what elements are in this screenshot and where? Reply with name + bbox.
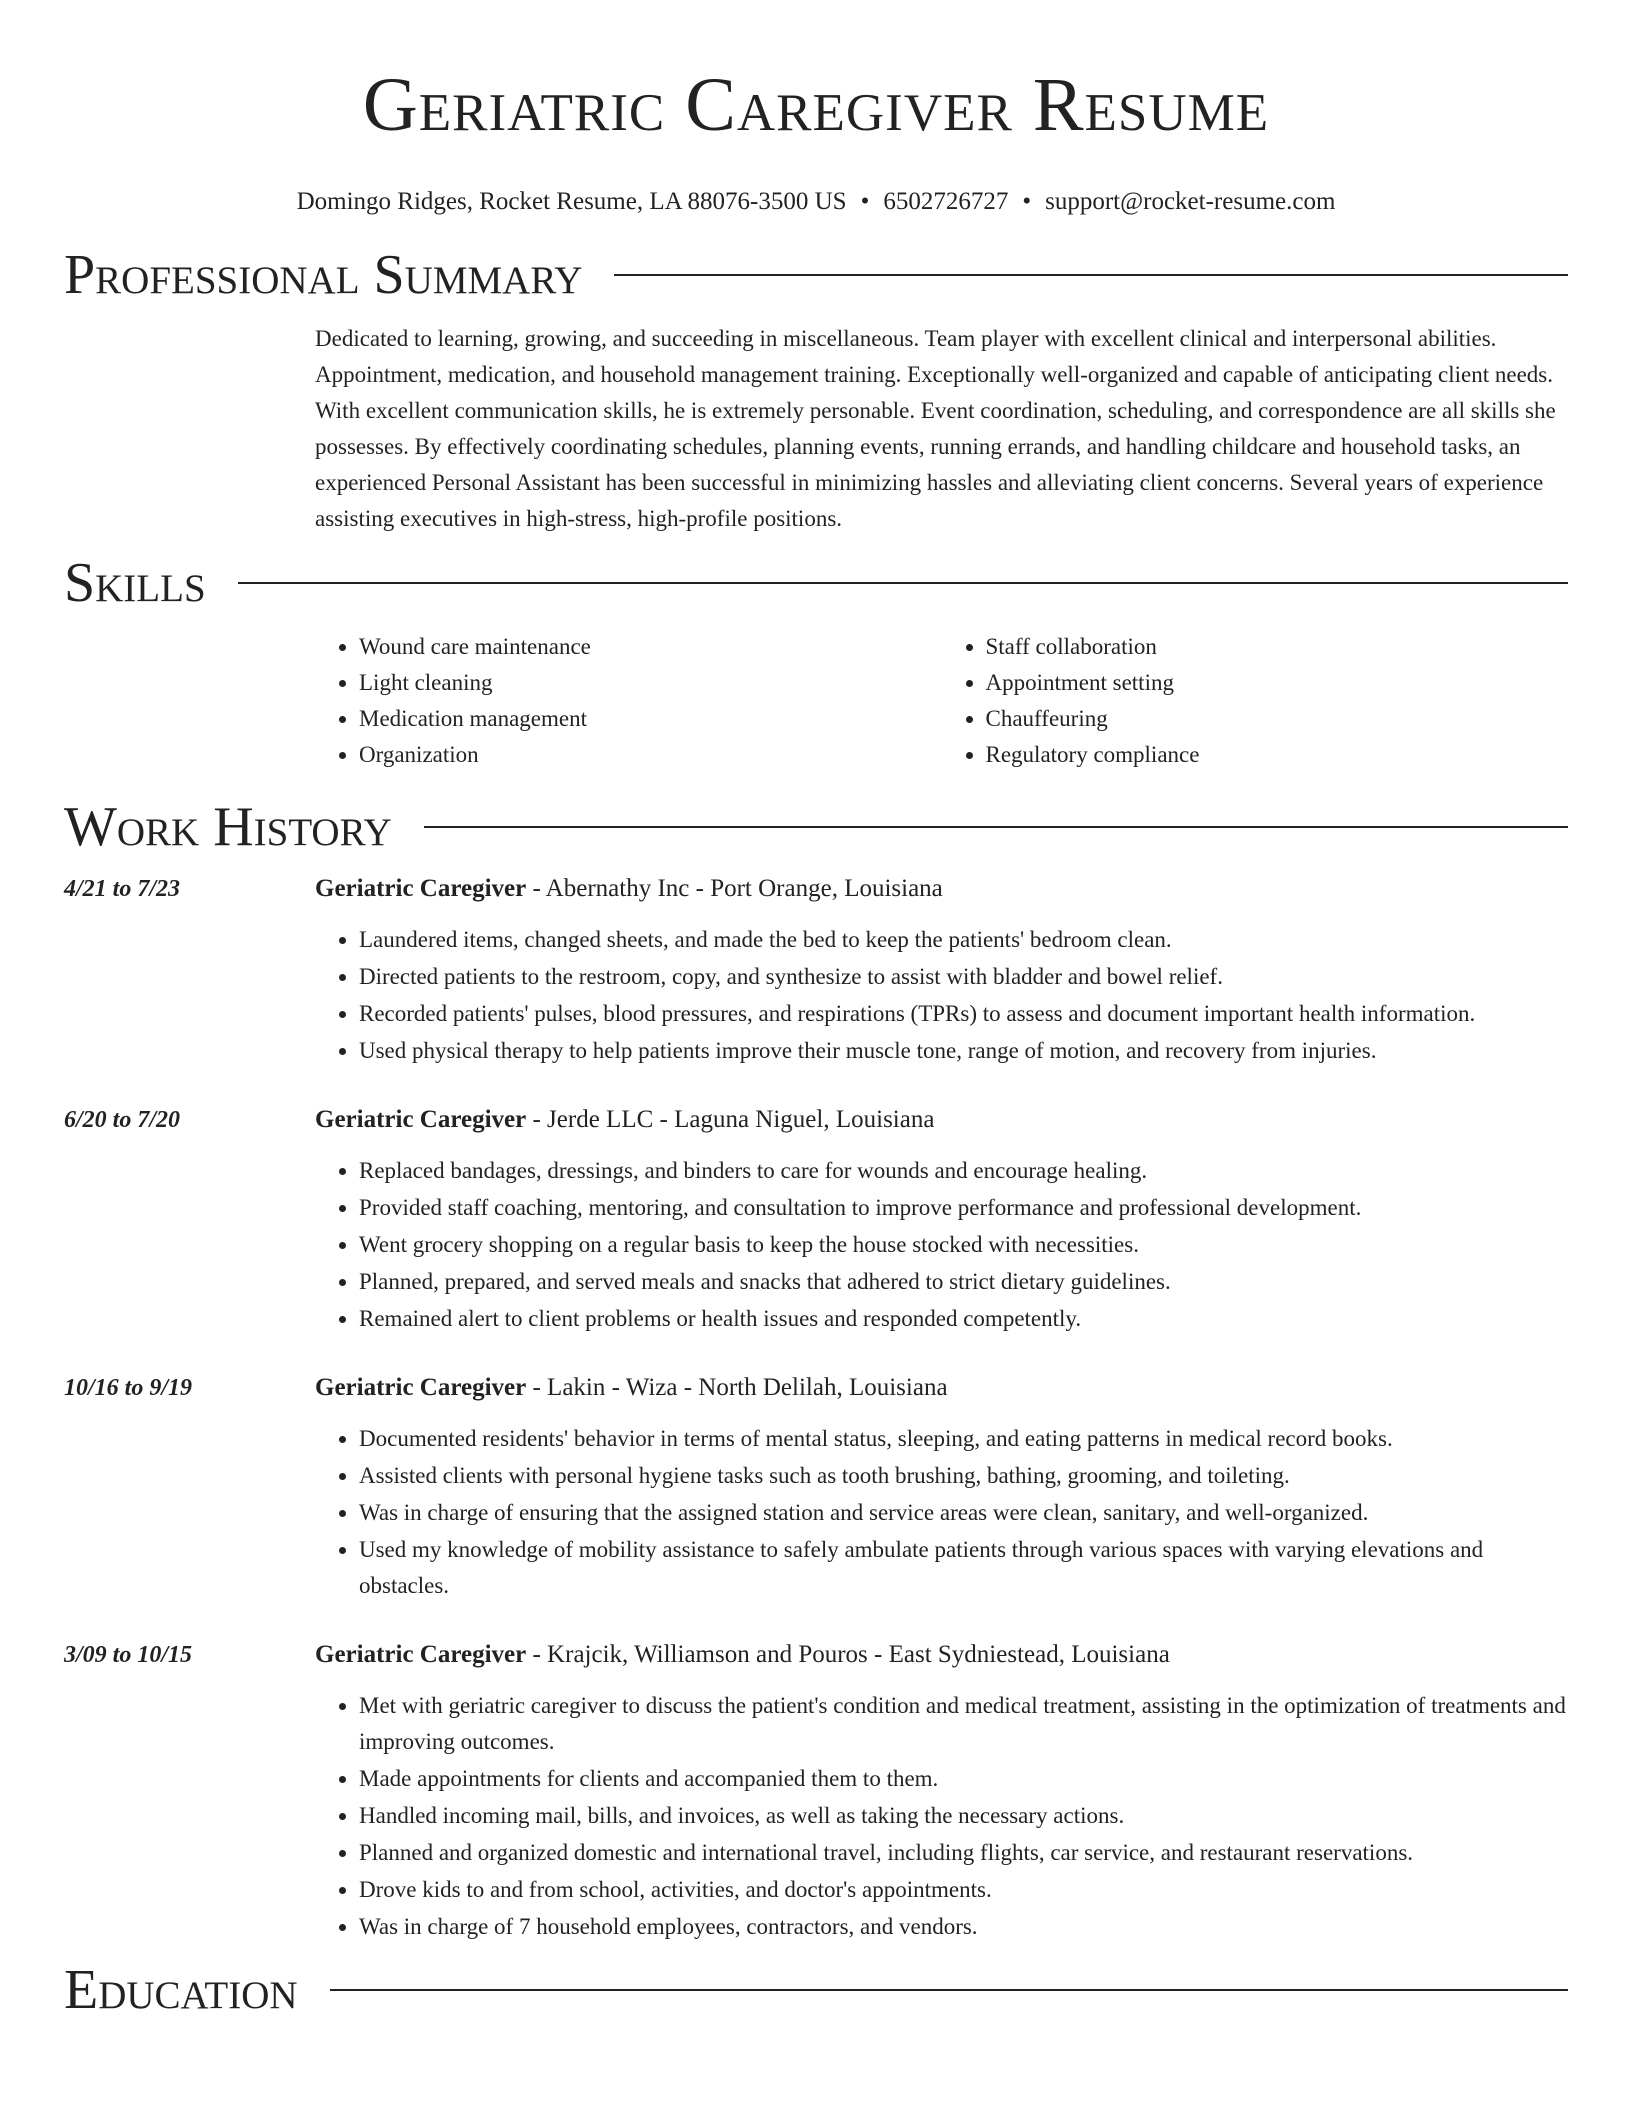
summary-text: Dedicated to learning, growing, and succeeding in miscellaneous. Team player with excellent clinical and interpersonal abilities. Appointment, medication, and household management training. Exceptionally well-organized and capable of anticipating client needs. With excellent communication skills, he is extremely personable. Event coordination, scheduling, and correspondence are all skills she possesses. By effectively coordinating schedules, planning events, running errands, and handling childcare and household tasks, an experienced Personal Assistant has been successful in minimizing hassles and alleviating client concerns. Several years of experience assisting executives in high-stress, high-profile positions. [315, 326, 1556, 531]
job-bullet: • Used my knowledge of mobility assistance to safely ambulate patients through various spaces with varying elevations and obstacles. [359, 1532, 1568, 1604]
contact-line [64, 186, 1568, 218]
job-bullet: • Laundered items, changed sheets, and made the bed to keep the patients' bedroom clean. [359, 922, 1568, 958]
job-header [315, 1102, 1568, 1138]
job-bullet: • Documented residents' behavior in terms of mental status, sleeping, and eating patterns in medical record books. [359, 1421, 1568, 1457]
contact-address: Domingo Ridges, Rocket Resume, LA 88076-3500 US [296, 188, 847, 215]
job-bullet: • Recorded patients' pulses, blood pressures, and respirations (TPRs) to assess and document important health information. [359, 996, 1568, 1032]
skill-item: • Light cleaning [359, 665, 942, 701]
skills-heading: Skills [64, 552, 206, 614]
section-divider [424, 826, 1568, 828]
summary-heading: Professional Summary [64, 244, 583, 306]
job-bullet: • Planned, prepared, and served meals and snacks that adhered to strict dietary guidelines. [359, 1264, 1568, 1300]
resume-title: Geriatric Caregiver Resume [362, 63, 1270, 147]
job-title: Geriatric Caregiver [315, 1106, 527, 1133]
summary-body [315, 321, 1568, 537]
education-heading: Education [64, 1959, 298, 2021]
job-bullet: • Replaced bandages, dressings, and binders to care for wounds and encourage healing. [359, 1153, 1568, 1189]
job-company: - Jerde LLC - Laguna Niguel, Louisiana [526, 1106, 935, 1133]
work-section-header [64, 797, 1568, 857]
resume-page [64, 0, 1568, 2020]
summary-section-header [64, 245, 1568, 305]
job-entry [64, 1102, 1568, 1338]
job-bullets [315, 1421, 1568, 1604]
job-dates: 6/20 to 7/20 [64, 1107, 181, 1133]
skill-item: • Staff collaboration [986, 629, 1569, 665]
job-bullets [315, 922, 1568, 1069]
education-section-header [64, 1960, 1568, 2020]
job-bullet: • Directed patients to the restroom, copy, and synthesize to assist with bladder and bowel relief. [359, 959, 1568, 995]
skills-list-right [942, 629, 1569, 773]
section-divider [330, 1989, 1568, 1991]
job-header [315, 1370, 1568, 1406]
job-bullet: • Drove kids to and from school, activities, and doctor's appointments. [359, 1872, 1568, 1908]
job-detail [315, 871, 1568, 1070]
job-bullet: • Used physical therapy to help patients improve their muscle tone, range of motion, and recovery from injuries. [359, 1033, 1568, 1069]
job-dates: 3/09 to 10/15 [64, 1642, 193, 1668]
job-dates: 4/21 to 7/23 [64, 876, 181, 902]
job-entry [64, 1637, 1568, 1946]
job-bullet: • Planned and organized domestic and international travel, including flights, car service, and restaurant reservations. [359, 1835, 1568, 1871]
job-detail [315, 1102, 1568, 1338]
skill-item: • Wound care maintenance [359, 629, 942, 665]
job-bullet: • Went grocery shopping on a regular basis to keep the house stocked with necessities. [359, 1227, 1568, 1263]
job-bullets [315, 1153, 1568, 1337]
work-heading: Work History [64, 796, 392, 858]
job-company: - Lakin - Wiza - North Delilah, Louisiana [526, 1374, 948, 1401]
job-bullets [315, 1688, 1568, 1945]
job-header [315, 871, 1568, 907]
job-dates: 10/16 to 9/19 [64, 1375, 193, 1401]
contact-email: support@rocket-resume.com [1045, 188, 1336, 215]
job-company: - Abernathy Inc - Port Orange, Louisiana [526, 875, 943, 902]
job-title: Geriatric Caregiver [315, 1641, 527, 1668]
job-bullet: • Met with geriatric caregiver to discuss the patient's condition and medical treatment, assisting in the optimization of treatments and improving outcomes. [359, 1688, 1568, 1760]
skills-grid [315, 629, 1568, 773]
skills-list-left [315, 629, 942, 773]
job-entry [64, 871, 1568, 1070]
job-title: Geriatric Caregiver [315, 1374, 527, 1401]
job-title: Geriatric Caregiver [315, 875, 527, 902]
job-detail [315, 1637, 1568, 1946]
job-bullet: • Remained alert to client problems or health issues and responded competently. [359, 1301, 1568, 1337]
contact-phone: 6502726727 [883, 188, 1009, 215]
section-divider [238, 582, 1568, 584]
section-divider [614, 274, 1568, 276]
skill-item: • Appointment setting [986, 665, 1569, 701]
job-company: - Krajcik, Williamson and Pouros - East Sydniestead, Louisiana [526, 1641, 1170, 1668]
contact-separator: • [860, 188, 870, 215]
job-entry [64, 1370, 1568, 1605]
job-bullet: • Provided staff coaching, mentoring, and consultation to improve performance and professional development. [359, 1190, 1568, 1226]
skill-item: • Chauffeuring [986, 701, 1569, 737]
skill-item: • Medication management [359, 701, 942, 737]
job-bullet: • Was in charge of ensuring that the assigned station and service areas were clean, sanitary, and well-organized. [359, 1495, 1568, 1531]
job-header [315, 1637, 1568, 1673]
job-bullet: • Handled incoming mail, bills, and invoices, as well as taking the necessary actions. [359, 1798, 1568, 1834]
job-bullet: • Assisted clients with personal hygiene tasks such as tooth brushing, bathing, grooming, and toileting. [359, 1458, 1568, 1494]
skill-item: • Organization [359, 737, 942, 773]
skill-item: • Regulatory compliance [986, 737, 1569, 773]
job-detail [315, 1370, 1568, 1605]
job-bullet: • Was in charge of 7 household employees, contractors, and vendors. [359, 1909, 1568, 1945]
skills-section-header [64, 553, 1568, 613]
contact-separator: • [1022, 188, 1032, 215]
job-bullet: • Made appointments for clients and accompanied them to them. [359, 1761, 1568, 1797]
